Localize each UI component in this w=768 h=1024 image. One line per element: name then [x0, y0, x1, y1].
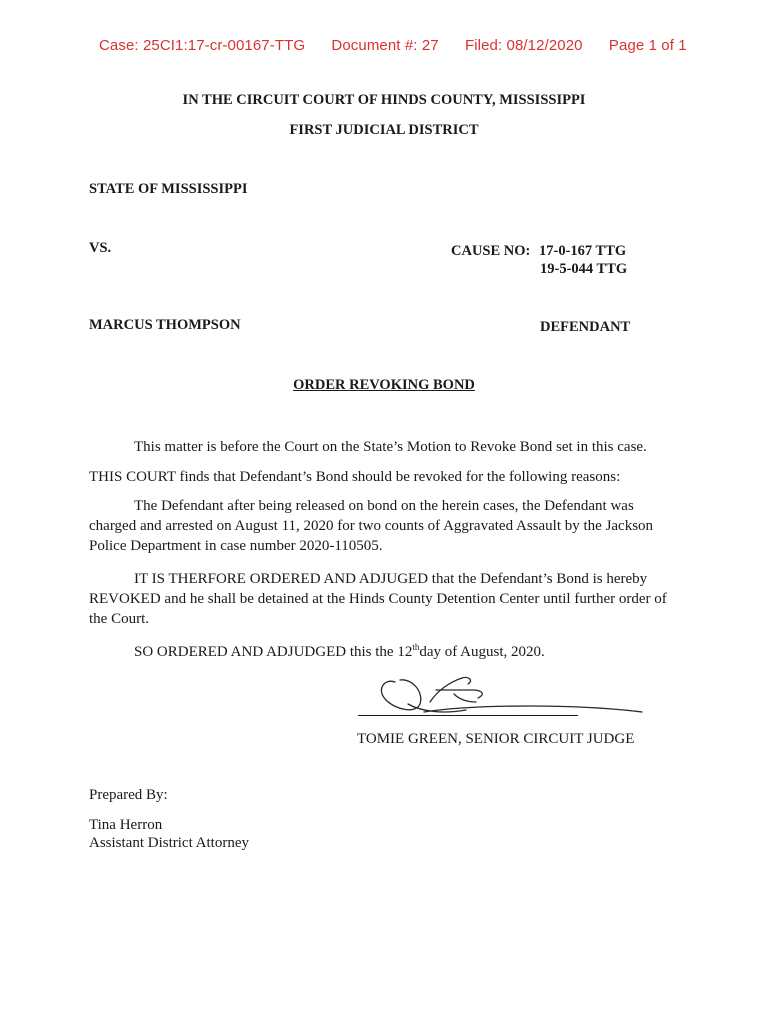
- text-line: the Court.: [89, 611, 149, 627]
- text-line: Police Department in case number 2020-110505.: [89, 538, 383, 554]
- ordinal-suffix: th: [412, 642, 420, 652]
- cause-number: 17-0-167 TTG: [539, 243, 627, 259]
- handwritten-signature: [350, 668, 650, 728]
- closing-prefix: SO ORDERED AND ADJUDGED this the 12: [134, 644, 413, 660]
- versus: VS.: [89, 240, 112, 256]
- court-title: IN THE CIRCUIT COURT OF HINDS COUNTY, MISSISSIPPI: [182, 92, 586, 108]
- preparer-title: Assistant District Attorney: [89, 835, 249, 851]
- closing-line: [134, 642, 545, 662]
- signature-line: [358, 715, 578, 716]
- filed-date: Filed: 08/12/2020: [464, 37, 583, 54]
- paragraph-reasons: [89, 496, 653, 556]
- text-line: The Defendant after being released on bond on the herein cases, the Defendant was: [134, 498, 634, 514]
- cause-number-label: CAUSE NO:: [451, 243, 531, 259]
- closing-suffix: day of August, 2020.: [419, 644, 545, 660]
- defendant-name: MARCUS THOMPSON: [89, 317, 241, 333]
- preparer-name: Tina Herron: [89, 817, 163, 833]
- document-number: Document #: 27: [331, 37, 439, 54]
- paragraph-findings: THIS COURT finds that Defendant’s Bond should be revoked for the following reasons:: [89, 469, 621, 485]
- page-count: Page 1 of 1: [608, 37, 687, 54]
- defendant-label: DEFENDANT: [540, 319, 631, 335]
- case-number: Case: 25CI1:17-cr-00167-TTG: [99, 37, 306, 54]
- prepared-by-label: Prepared By:: [89, 787, 168, 803]
- text-line: REVOKED and he shall be detained at the Hinds County Detention Center until further order of: [89, 591, 667, 607]
- text-line: charged and arrested on August 11, 2020 for two counts of Aggravated Assault by the Jackson: [89, 518, 654, 534]
- paragraph-motion: This matter is before the Court on the State’s Motion to Revoke Bond set in this case.: [134, 439, 647, 455]
- judicial-district: FIRST JUDICIAL DISTRICT: [289, 122, 479, 138]
- plaintiff: STATE OF MISSISSIPPI: [89, 181, 248, 197]
- judge-name: TOMIE GREEN, SENIOR CIRCUIT JUDGE: [357, 731, 635, 747]
- order-title: ORDER REVOKING BOND: [293, 377, 475, 393]
- text-line: IT IS THERFORE ORDERED AND ADJUGED that the Defendant’s Bond is hereby: [134, 571, 648, 587]
- cause-number: 19-5-044 TTG: [540, 261, 628, 277]
- filing-stamp: [99, 37, 687, 54]
- paragraph-order: [89, 569, 667, 629]
